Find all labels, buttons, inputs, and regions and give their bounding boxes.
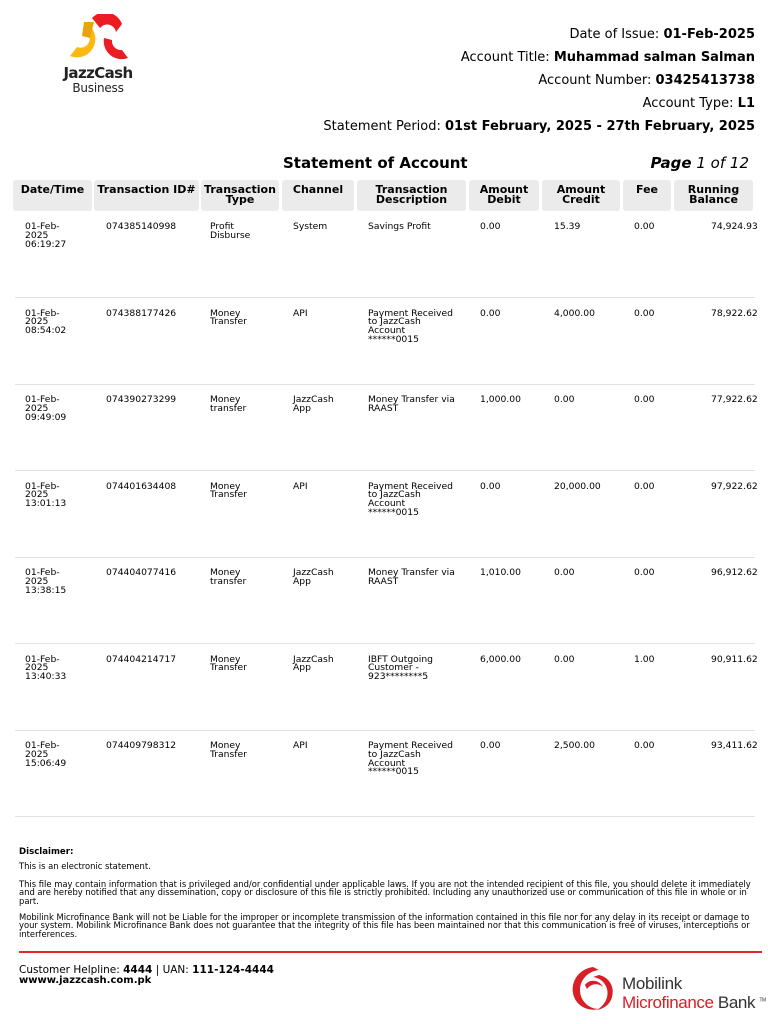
cell-description-line: Payment Received [368, 307, 453, 319]
cell-transaction-type-line: Money [210, 653, 241, 665]
cell-description-line: to JazzCash [368, 489, 421, 501]
cell-fee: 0.00 [634, 740, 655, 751]
cell-description-line: Customer - [368, 662, 419, 674]
account-number-label: Account Number: [538, 73, 652, 88]
cell-transaction-id: 074385140998 [106, 221, 177, 232]
cell-transaction-type-line: transfer [210, 575, 247, 587]
cell-balance: 78,922.62 [711, 307, 758, 319]
cell-channel [293, 307, 363, 319]
cell-description [368, 653, 472, 683]
cell-transaction-id: 074409798312 [106, 740, 177, 751]
account-type-value: L1 [737, 96, 755, 111]
cell-date [25, 223, 95, 249]
cell-debit: 0.00 [480, 221, 501, 232]
cell-credit: 0.00 [554, 653, 575, 665]
cell-date-line: 2025 [25, 748, 49, 760]
table-row [15, 385, 758, 471]
cell-credit: 2,500.00 [554, 740, 595, 751]
column-header-debit [469, 180, 539, 211]
column-header-label: Transaction [375, 183, 448, 196]
cell-channel [293, 653, 363, 674]
date-of-issue-label: Date of Issue: [569, 27, 660, 42]
cell-description-line: to JazzCash [368, 316, 421, 328]
column-header-label: Fee [636, 183, 658, 196]
cell-debit: 6,000.00 [480, 653, 521, 665]
cell-channel-line: JazzCash [293, 653, 334, 665]
cell-transaction-type-line: Money [210, 394, 241, 405]
cell-channel-line: API [293, 740, 308, 751]
disclaimer-paragraph-2: This file may contain information that is privileged and/or confidential under applicable laws. If you are not the intended recipient of this file, you should delete it immediately and are hereby notified that any dissemination, copy or disclosure of this file is strictly prohibited. Including any unauthorized use or communication of this file in whole or in part. [19, 879, 751, 906]
cell-transaction-type [210, 396, 284, 414]
cell-description-line: RAAST [368, 402, 399, 414]
column-header-transaction-id [94, 180, 199, 211]
column-header-label: Amount [556, 183, 606, 196]
cell-date [25, 396, 95, 422]
cell-fee: 0.00 [634, 480, 655, 492]
cell-description [368, 742, 472, 777]
uan-label: | UAN: [155, 964, 189, 976]
cell-credit: 20,000.00 [554, 480, 601, 492]
column-header-label-2: Credit [562, 193, 600, 206]
date-of-issue [569, 27, 755, 42]
column-header-label: Transaction ID# [97, 183, 196, 196]
cell-balance: 74,924.93 [711, 221, 758, 232]
column-header-label: Channel [292, 183, 344, 196]
cell-date-line: 13:38:15 [25, 584, 67, 596]
cell-description-line: Money Transfer via [368, 567, 455, 578]
column-header-label-2: Description [375, 193, 448, 206]
cell-date-line: 08:54:02 [25, 325, 67, 337]
table-row [15, 731, 758, 817]
cell-date-line: 01-Feb- [25, 653, 60, 665]
cell-balance: 90,911.62 [711, 653, 758, 665]
column-header-transaction-type [201, 180, 279, 211]
table-row [15, 299, 758, 385]
table-row [15, 558, 758, 644]
cell-channel [293, 480, 363, 492]
account-title [461, 50, 755, 65]
cell-transaction-type-line: Disburse [210, 229, 251, 241]
date-of-issue-value: 01-Feb-2025 [663, 27, 755, 42]
cell-transaction-type-line: Transfer [210, 316, 247, 328]
cell-transaction-type-line: Profit [210, 221, 234, 232]
cell-description-line: Payment Received [368, 480, 453, 492]
account-number-value: 03425413738 [655, 73, 755, 88]
cell-date-line: 06:19:27 [25, 238, 67, 250]
cell-date [25, 569, 95, 595]
website-link[interactable]: wwww.jazzcash.com.pk [19, 975, 152, 986]
cell-description-line: ******0015 [368, 506, 419, 518]
cell-channel-line: API [293, 307, 308, 319]
cell-date-line: 01-Feb- [25, 740, 60, 751]
cell-date-line: 2025 [25, 575, 49, 587]
column-header-label-2: Debit [487, 193, 521, 206]
cell-date-line: 2025 [25, 402, 49, 414]
cell-description-line: to JazzCash [368, 748, 421, 760]
cell-description-line: Account [368, 498, 406, 510]
cell-transaction-id: 074404077416 [106, 567, 177, 578]
column-header-label-2: Balance [689, 193, 738, 206]
table-header [0, 180, 768, 211]
cell-date [25, 653, 95, 683]
cell-debit: 1,000.00 [480, 394, 521, 405]
cell-transaction-type-line: Transfer [210, 662, 247, 674]
jazzcash-logo [58, 14, 138, 96]
disclaimer-paragraph-3: Mobilink Microfinance Bank will not be Liable for the improper or incomplete transmission of the information contained in this file nor for any delay in its receipt or damage to your system. Mobilink Microfinance Bank does not guarantee that the integrity of this file has been maintained nor that this communication is free of viruses, interceptions or interferences. [19, 912, 750, 939]
cell-transaction-type-line: Money [210, 567, 241, 578]
account-type-label: Account Type: [642, 96, 734, 111]
cell-date-line: 13:40:33 [25, 671, 67, 683]
cell-channel [293, 742, 363, 751]
bank-name-line-1: Mobilink [622, 974, 682, 993]
cell-debit: 0.00 [480, 740, 501, 751]
cell-transaction-type-line: Transfer [210, 748, 247, 760]
table-row [15, 472, 758, 558]
cell-date-line: 01-Feb- [25, 221, 60, 232]
cell-balance: 93,411.62 [711, 740, 758, 751]
cell-credit: 0.00 [554, 394, 575, 405]
cell-date-line: 01-Feb- [25, 480, 60, 492]
trademark-mark: TM [759, 997, 766, 1004]
cell-date [25, 307, 95, 337]
cell-date-line: 01-Feb- [25, 567, 60, 578]
cell-date-line: 2025 [25, 316, 49, 328]
statement-title: Statement of Account [283, 154, 468, 172]
cell-balance: 97,922.62 [711, 480, 758, 492]
cell-fee: 0.00 [634, 221, 655, 232]
page-of: 1 of 12 [696, 154, 749, 172]
column-header-fee [623, 180, 671, 211]
cell-description-line: Account [368, 325, 406, 337]
jazzcash-mark-icon [64, 14, 132, 62]
logo-name: JazzCash [63, 64, 133, 82]
cell-transaction-type [210, 653, 284, 674]
column-header-credit [542, 180, 620, 211]
cell-channel-line: App [293, 662, 311, 674]
cell-description-line: RAAST [368, 575, 399, 587]
account-type [643, 96, 755, 111]
cell-transaction-type-line: Money [210, 307, 241, 319]
cell-transaction-type-line: Transfer [210, 489, 247, 501]
column-header-channel [282, 180, 354, 211]
cell-date-line: 01-Feb- [25, 394, 60, 405]
cell-description-line: 923********5 [368, 671, 429, 683]
cell-debit: 0.00 [480, 307, 501, 319]
cell-credit: 4,000.00 [554, 307, 595, 319]
cell-description-line: ******0015 [368, 333, 419, 345]
cell-date-line: 01-Feb- [25, 307, 60, 319]
cell-transaction-type-line: transfer [210, 402, 247, 414]
cell-description-line: Money Transfer via [368, 394, 455, 405]
helpline-label: Customer Helpline: [19, 964, 120, 976]
cell-description-line: Account [368, 757, 406, 769]
account-title-label: Account Title: [460, 50, 550, 65]
cell-description [368, 569, 472, 587]
helpline-number: 4444 [123, 964, 153, 976]
mobilink-logo [569, 965, 764, 1015]
page-word: Page [650, 154, 692, 172]
cell-credit: 15.39 [554, 221, 581, 232]
cell-debit: 0.00 [480, 480, 501, 492]
table-row [15, 212, 758, 298]
cell-date-line: 2025 [25, 662, 49, 674]
column-header-balance [674, 180, 753, 211]
statement-period [323, 119, 755, 134]
account-title-value: Muhammad salman Salman [553, 50, 755, 65]
cell-channel [293, 396, 363, 414]
column-header-label: Amount [479, 183, 529, 196]
cell-channel [293, 223, 363, 232]
cell-channel-line: API [293, 480, 308, 492]
cell-transaction-id: 074390273299 [106, 394, 177, 405]
cell-description [368, 396, 472, 414]
disclaimer-title: Disclaimer: [19, 847, 74, 857]
statement-period-label: Statement Period: [323, 119, 441, 134]
column-header-label: Transaction [204, 183, 276, 196]
cell-transaction-type [210, 223, 284, 241]
cell-fee: 0.00 [634, 394, 655, 405]
cell-channel [293, 569, 363, 587]
logo-subtitle: Business [72, 81, 124, 95]
column-header-date [13, 180, 92, 211]
cell-description [368, 223, 472, 232]
cell-credit: 0.00 [554, 567, 575, 578]
cell-description [368, 480, 472, 518]
cell-date-line: 2025 [25, 229, 49, 241]
bank-name-microfinance: Microfinance [622, 993, 714, 1012]
page-indicator [651, 154, 749, 172]
cell-date-line: 09:49:09 [25, 411, 67, 423]
cell-channel-line: JazzCash [293, 394, 334, 405]
table-row [15, 645, 758, 731]
statement-period-value: 01st February, 2025 - 27th February, 2025 [445, 119, 755, 134]
cell-transaction-type [210, 742, 284, 760]
cell-channel-line: System [293, 221, 328, 232]
disclaimer-paragraph-1: This is an electronic statement. [19, 861, 151, 871]
cell-transaction-id: 074388177426 [106, 307, 177, 319]
bank-name-line-2 [622, 993, 766, 1013]
cell-fee: 0.00 [634, 307, 655, 319]
column-header-label: Running [687, 183, 740, 196]
cell-date [25, 480, 95, 510]
cell-transaction-id: 074401634408 [106, 480, 177, 492]
cell-date-line: 2025 [25, 489, 49, 501]
mobilink-mark-icon [569, 965, 619, 1013]
column-header-label-2: Type [225, 193, 255, 206]
cell-description-line: Payment Received [368, 740, 453, 751]
cell-fee: 1.00 [634, 653, 655, 665]
cell-transaction-type [210, 569, 284, 587]
column-header-label: Date/Time [20, 183, 85, 196]
account-number [538, 73, 755, 88]
cell-fee: 0.00 [634, 567, 655, 578]
cell-date-line: 15:06:49 [25, 757, 67, 769]
cell-transaction-type-line: Money [210, 480, 241, 492]
bank-name-bank: Bank [717, 993, 756, 1012]
cell-channel-line: App [293, 402, 311, 414]
cell-transaction-type [210, 480, 284, 501]
cell-description [368, 307, 472, 345]
column-header-description [357, 180, 466, 211]
cell-date-line: 13:01:13 [25, 498, 67, 510]
cell-balance: 77,922.62 [711, 394, 758, 405]
cell-transaction-id: 074404214717 [106, 653, 177, 665]
cell-description-line: Savings Profit [368, 221, 431, 232]
cell-channel-line: App [293, 575, 311, 587]
cell-description-line: ******0015 [368, 766, 419, 778]
cell-channel-line: JazzCash [293, 567, 334, 578]
cell-date [25, 742, 95, 768]
footer-divider [19, 951, 762, 953]
cell-balance: 96,912.62 [711, 567, 758, 578]
cell-transaction-type [210, 307, 284, 328]
cell-transaction-type-line: Money [210, 740, 241, 751]
cell-debit: 1,010.00 [480, 567, 521, 578]
uan-number: 111-124-4444 [192, 964, 274, 976]
cell-description-line: IBFT Outgoing [368, 653, 433, 665]
